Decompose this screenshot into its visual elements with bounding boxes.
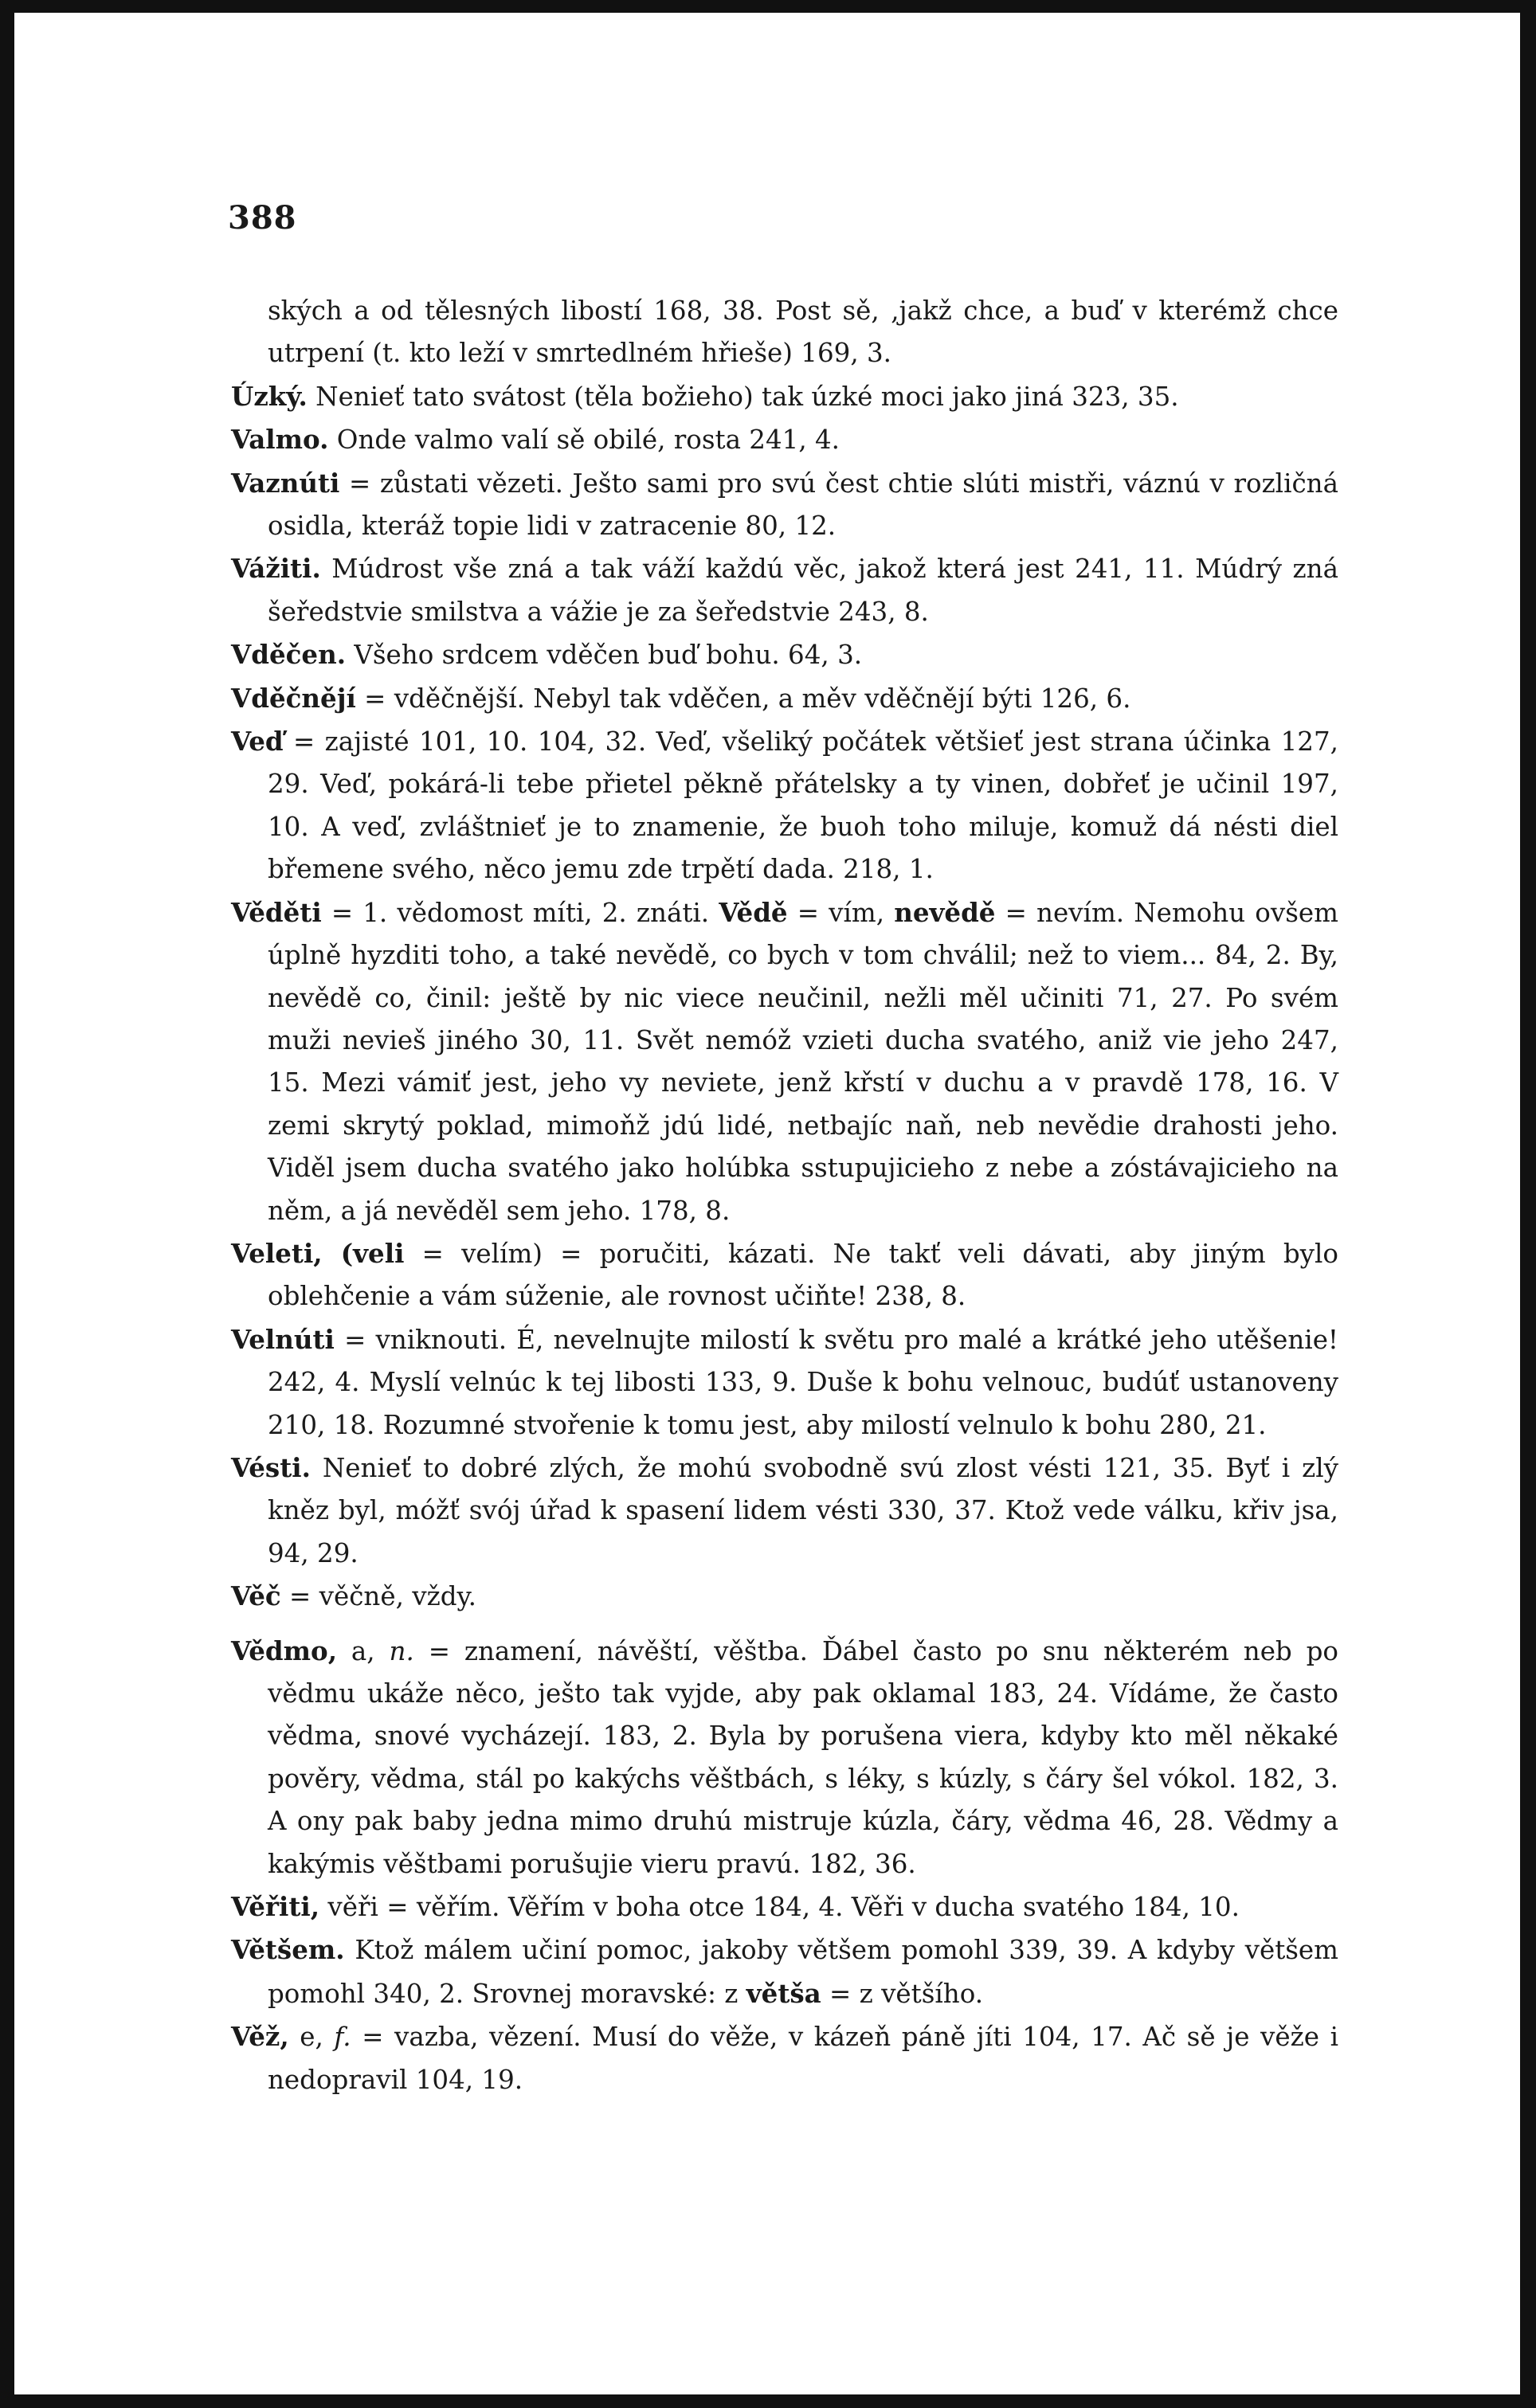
entry-continuation bbox=[231, 290, 1338, 375]
headword: Vážiti. bbox=[231, 553, 321, 585]
entry-text: = nevím. Nemohu ovšem úplně hyzditi toho, a také nevědě, co bych v tom chválil; než to viem... 84, 2. By, nevědě co, činil: ještě by nic viece neučinil, nežli měl učiniti 71, 27. Po svém muži nevieš jiného 30, 11. Svět nemóž vzieti ducha svatého, aniž vie jeho 247, 15. Mezi vámiť jest, jeho vy neviete, jenž křstí v duchu a v pravdě 178, 16. V zemi skrytý poklad, mimoňž jdú lidé, netbajíc naň, neb nevědie drahosti jeho. Viděl jsem ducha svatého jako holúbka sstupujicieho z nebe a zóstávajicieho na něm, a já nevěděl sem jeho. 178, 8. bbox=[268, 897, 1338, 1226]
entry-vaziti bbox=[231, 547, 1338, 633]
entry-vetsem bbox=[231, 1928, 1338, 2015]
sub-headword: větša bbox=[746, 1977, 821, 2009]
entry-vec bbox=[231, 1575, 1338, 1618]
gender-tag: n. bbox=[389, 1635, 414, 1666]
entry-text: = zůstati vězeti. Ješto sami pro svú čest chtie slúti mistři, váznú v rozličná osidla, kteráž topie lidi v zatracenie 80, 12. bbox=[268, 468, 1338, 542]
entry-text: Nenieť tato svátost (těla božieho) tak úzké moci jako jiná 323, 35. bbox=[315, 381, 1179, 412]
book-page bbox=[14, 13, 1520, 2394]
entry-text: Múdrost vše zná a tak váží každú věc, jakož která jest 241, 11. Múdrý zná šeředstvie smilstva a vážie je za šeředstvie 243, 8. bbox=[268, 554, 1338, 627]
entry-text: Onde valmo valí sě obilé, rosta 241, 4. bbox=[336, 425, 840, 456]
entry-veleti bbox=[231, 1232, 1338, 1318]
entry-text: Všeho srdcem vděčen buď bohu. 64, 3. bbox=[354, 640, 863, 671]
sub-headword: nevědě bbox=[894, 896, 996, 928]
entry-vesti bbox=[231, 1447, 1338, 1575]
entry-valmo bbox=[231, 418, 1338, 461]
entry-vdecneji bbox=[231, 677, 1338, 720]
entry-text: = z většího. bbox=[829, 1978, 984, 2009]
entry-text: = velím) = poručiti, kázati. Ne takť veli dávati, aby jiným bylo oblehčenie a vám súženie, ale rovnost učiňte! 238, 8. bbox=[268, 1238, 1338, 1312]
entry-vez bbox=[231, 2015, 1338, 2101]
headword: Vědmo, bbox=[231, 1635, 338, 1666]
entry-text: věři = věřím. Věřím v boha otce 184, 4. Věři v ducha svatého 184, 10. bbox=[327, 1892, 1240, 1923]
headword: Úzký. bbox=[231, 380, 308, 412]
entry-text: = vděčnější. Nebyl tak vděčen, a měv vděčnějí býti 126, 6. bbox=[364, 683, 1131, 714]
entry-text: = zajisté 101, 10. 104, 32. Veď, všeliký počátek většieť jest strana účinka 127, 29. Veď, pokárá-li tebe přietel pěkně přátelsky a ty vinen, dobřeť je učinil 197, 10. A veď, zvláštnieť je to znamenie, že buoh toho miluje, komuž dá nésti diel břemene svého, něco jemu zde trpětí dada. 218, 1. bbox=[268, 726, 1338, 885]
headword: Většem. bbox=[231, 1934, 345, 1966]
entry-text: = znamení, návěští, věštba. Ďábel často po snu některém neb po vědmu ukáže něco, ješto tak vyjde, aby pak oklamal 183, 24. Vídáme, že často vědma, snové vycházejí. 183, 2. Byla by porušena viera, kdyby kto měl někaké pověry, vědma, stál po kakýchs věštbách, s léky, s kúzly, s čáry šel vókol. 182, 3. A ony pak baby jedna mimo druhú mistruje kúzla, čáry, vědma 46, 28. Vědmy a kakýmis věštbami porušujie vieru pravú. 182, 36. bbox=[268, 1635, 1338, 1879]
entry-vedmo bbox=[231, 1630, 1338, 1885]
gender-tag: f. bbox=[334, 2022, 351, 2053]
headword: Vaznúti bbox=[231, 467, 340, 499]
headword: Veď bbox=[231, 726, 284, 758]
headword: Věč bbox=[231, 1580, 281, 1612]
entry-text: = věčně, vždy. bbox=[289, 1581, 476, 1612]
sub-headword: Vědě bbox=[719, 896, 788, 928]
entry-text: Ktož málem učiní pomoc, jakoby většem pomohl 339, 39. A kdyby většem pomohl 340, 2. Srovnej moravské: z bbox=[268, 1935, 1338, 2009]
headword: Veleti, (veli bbox=[231, 1237, 405, 1269]
entry-vaznuti bbox=[231, 462, 1338, 548]
entry-text: = 1. vědomost míti, 2. znáti. bbox=[331, 897, 710, 928]
grammar-prefix: e, bbox=[288, 2022, 335, 2053]
headword: Valmo. bbox=[231, 424, 329, 456]
entry-uzky bbox=[231, 375, 1338, 418]
headword: Vděčnějí bbox=[231, 682, 356, 714]
page-number: 388 bbox=[228, 199, 297, 237]
entry-vdecen bbox=[231, 633, 1338, 676]
entry-vedeti bbox=[231, 891, 1338, 1232]
headword: Velnúti bbox=[231, 1323, 335, 1355]
headword: Věřiti, bbox=[231, 1891, 320, 1923]
entry-text: = vniknouti. É, nevelnujte milostí k světu pro malé a krátké jeho utěšenie! 242, 4. Myslí velnúc k tej libosti 133, 9. Duše k bohu velnouc, budúť ustanoveny 210, 18. Rozumné stvořenie k tomu jest, aby milostí velnulo k bohu 280, 21. bbox=[268, 1324, 1338, 1440]
entry-veriti bbox=[231, 1885, 1338, 1928]
entry-ved bbox=[231, 720, 1338, 891]
headword: Věděti bbox=[231, 896, 322, 928]
entry-text: ských a od tělesných libostí 168, 38. Post sě, ,jakž chce, a buď v kterémž chce utrpení (t. kto leží v smrtedlném hřieše) 169, 3. bbox=[268, 296, 1338, 369]
entry-text: Nenieť to dobré zlých, že mohú svobodně svú zlost vésti 121, 35. Byť i zlý kněz byl, móžť svój úřad k spasení lidem vésti 330, 37. Ktož vede válku, křiv jsa, 94, 29. bbox=[268, 1452, 1338, 1568]
entry-text: = vazba, vězení. Musí do věže, v kázeň páně jíti 104, 17. Ač sě je věže i nedopravil 104, 19. bbox=[268, 2022, 1338, 2095]
headword: Vděčen. bbox=[231, 639, 347, 671]
entry-text: = vím, bbox=[797, 897, 885, 928]
grammar-prefix: a, bbox=[337, 1635, 390, 1666]
entry-velnuti bbox=[231, 1318, 1338, 1447]
headword: Věž, bbox=[231, 2021, 289, 2053]
headword: Vésti. bbox=[231, 1451, 311, 1483]
dictionary-entries bbox=[231, 290, 1338, 2101]
